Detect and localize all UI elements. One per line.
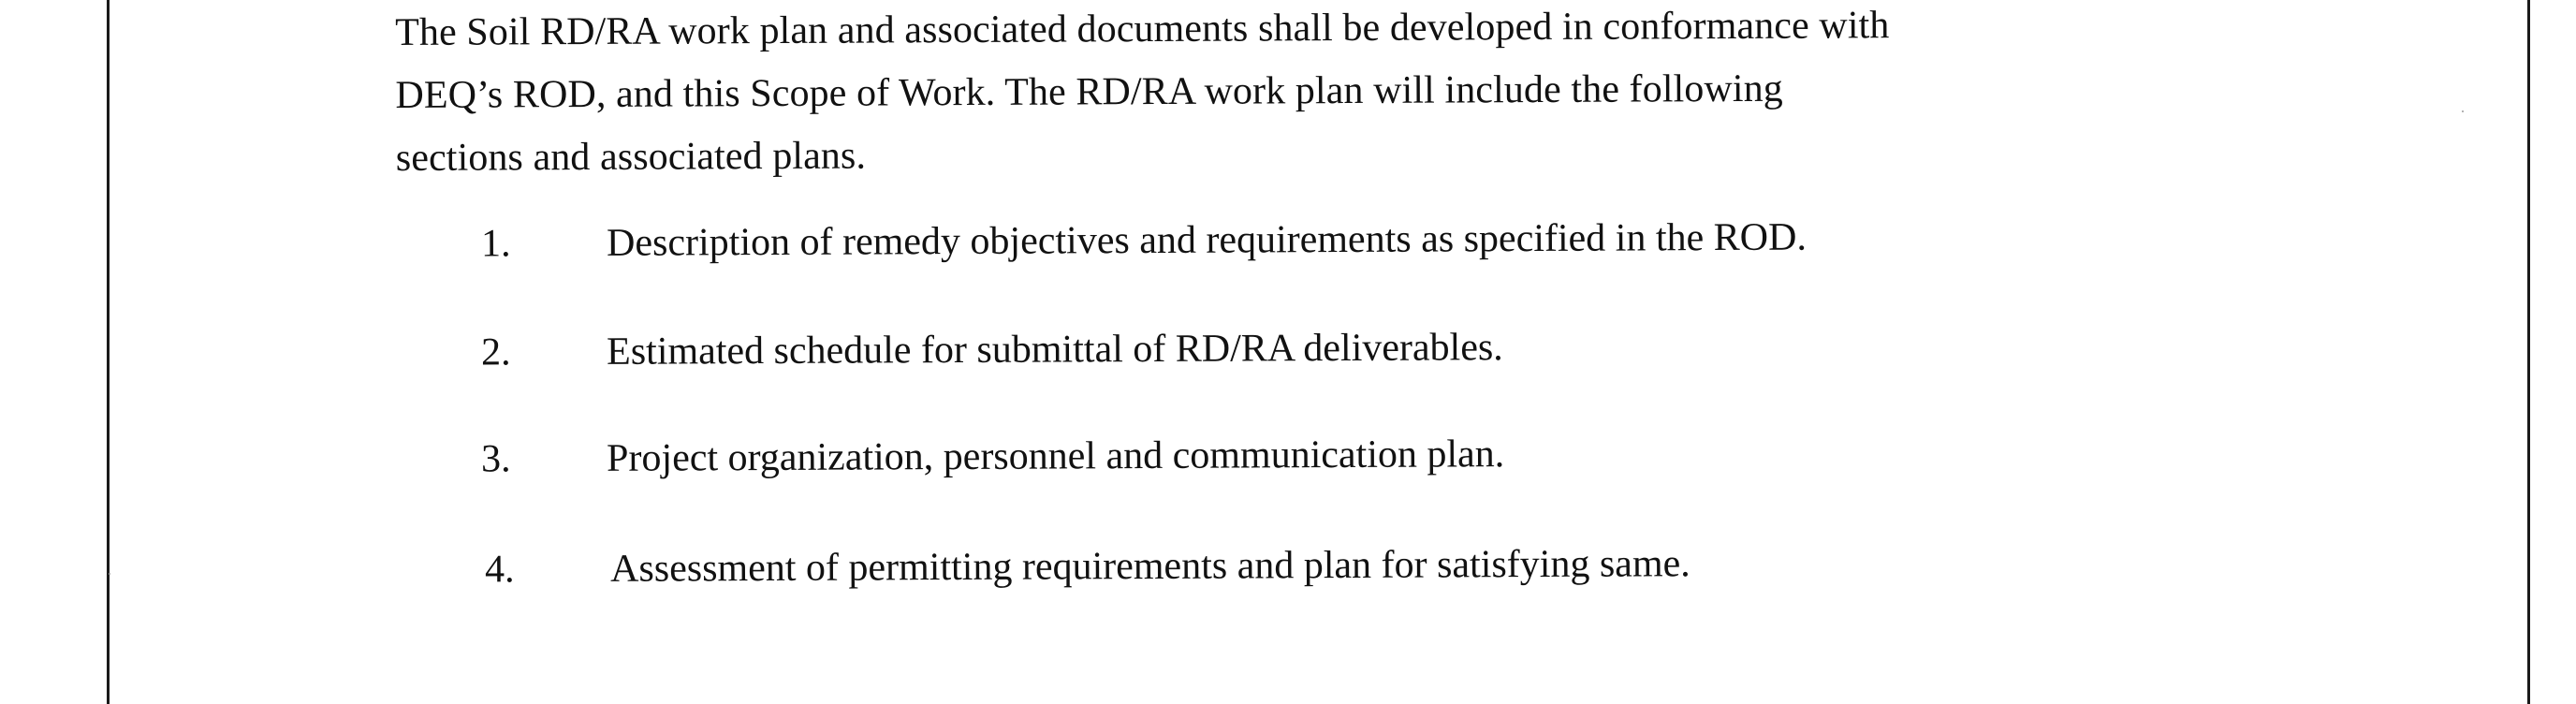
scan-speck [2462, 110, 2464, 112]
list-item-text: Estimated schedule for submittal of RD/RA deliverables. [607, 326, 1503, 374]
list-item [0, 538, 1872, 592]
list-item-number: 4. [485, 548, 515, 592]
page-border-left [107, 0, 110, 704]
list-item-number: 3. [481, 437, 511, 481]
list-item-text: Assessment of permitting requirements and plan for satisfying same. [610, 542, 1690, 591]
list-item [0, 321, 1872, 374]
scan-speck [109, 573, 110, 575]
list-item-text: Project organization, personnel and communication plan. [607, 433, 1505, 480]
paragraph-line: DEQ’s ROD, and this Scope of Work. The RD/RA work plan will include the following [395, 66, 1783, 117]
list-item [0, 428, 1872, 481]
list-item-text: Description of remedy objectives and requirements as specified in the ROD. [607, 215, 1807, 265]
page-border-right [2527, 0, 2530, 704]
list-item [0, 213, 1872, 266]
intro-paragraph [395, 0, 2268, 190]
list-item-number: 1. [481, 222, 511, 266]
paragraph-line: sections and associated plans. [395, 134, 867, 180]
list-item-number: 2. [481, 330, 511, 374]
paragraph-line: The Soil RD/RA work plan and associated documents shall be developed in conformance with [395, 4, 1890, 54]
